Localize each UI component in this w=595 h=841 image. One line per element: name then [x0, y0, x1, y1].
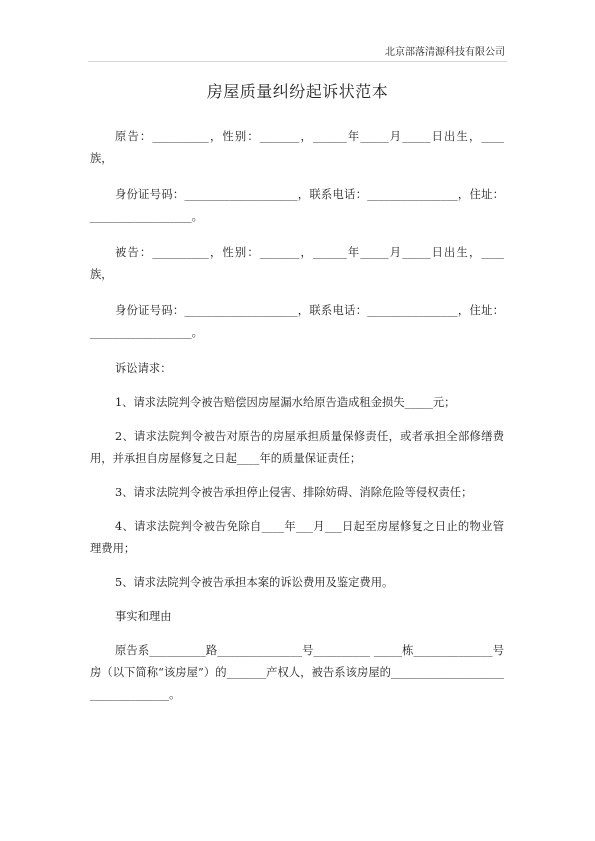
plaintiff-info: 原告：__________，性别：_______，______年_____月_____日出生，____族，	[90, 130, 504, 165]
claim-item-1: 1、请求法院判令被告赔偿因房屋漏水给原告造成租金损失_____元；	[115, 396, 456, 409]
facts-paragraph: 原告系__________路_______________号__________ _____栋______________号房（以下简称“该房屋”）的_______产权人，被告系该房屋的__________________________________。	[90, 644, 504, 701]
defendant-info: 被告：__________，性别：_______，______年_____月_____日出生，____族，	[90, 246, 504, 281]
claim-item-4: 4、请求法院判令被告免除自____年___月___日起至房屋修复之日止的物业管理费用；	[90, 520, 504, 555]
header-divider	[88, 61, 507, 62]
defendant-id-contact: 身份证号码：____________________，联系电话：________________，住址：__________________。	[90, 304, 504, 339]
plaintiff-id-contact: 身份证号码：____________________，联系电话：________________，住址：__________________。	[90, 188, 504, 223]
claim-item-2: 2、请求法院判令被告对原告的房屋承担质量保修责任，或者承担全部修缮费用，并承担自房屋修复之日起____年的质量保证责任；	[90, 430, 504, 465]
document-body	[90, 126, 504, 720]
claims-heading: 诉讼请求：	[115, 362, 172, 375]
facts-heading: 事实和理由	[115, 610, 172, 623]
claim-item-3: 3、请求法院判令被告承担停止侵害、排除妨碍、消除危险等侵权责任；	[115, 486, 473, 499]
document-title: 房屋质量纠纷起诉状范本	[206, 82, 389, 101]
claim-item-5: 5、请求法院判令被告承担本案的诉讼费用及鉴定费用。	[115, 576, 394, 589]
header-company-name: 北京部落清源科技有限公司	[385, 47, 505, 58]
